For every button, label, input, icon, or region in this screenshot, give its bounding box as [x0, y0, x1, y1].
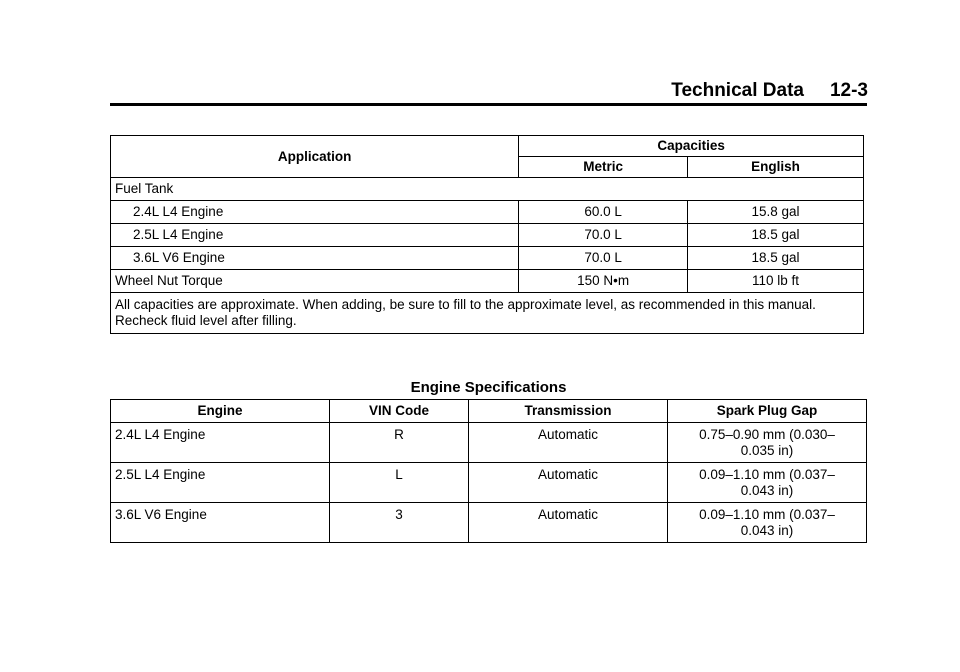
table-row [111, 503, 867, 543]
page-header [671, 80, 868, 102]
table-row [111, 270, 864, 293]
col-application-header: Application [111, 136, 519, 178]
col-vin-header: VIN Code [330, 400, 469, 423]
metric-cell: 150 N•m [519, 270, 688, 293]
gap-line: 0.043 in) [740, 483, 794, 498]
gap-line: 0.09–1.10 mm (0.037– [699, 467, 835, 482]
col-metric-header: Metric [519, 157, 688, 178]
vin-cell: L [330, 463, 469, 503]
engine-cell: 2.4L L4 Engine [111, 201, 519, 224]
col-engine-header: Engine [111, 400, 330, 423]
page-number: 12-3 [829, 80, 868, 101]
metric-cell: 70.0 L [519, 247, 688, 270]
metric-cell: 70.0 L [519, 224, 688, 247]
gap-line: 0.75–0.90 mm (0.030– [699, 427, 835, 442]
table-row [111, 293, 864, 334]
table-row [111, 247, 864, 270]
col-transmission-header: Transmission [469, 400, 668, 423]
capacities-note: All capacities are approximate. When adding, be sure to fill to the approximate level, as recommended in this manual. Recheck fluid level after filling. [111, 293, 864, 334]
gap-cell [668, 423, 867, 463]
english-cell: 15.8 gal [688, 201, 864, 224]
gap-line: 0.043 in) [740, 523, 794, 538]
wheel-nut-label: Wheel Nut Torque [111, 270, 519, 293]
capacities-table [110, 135, 864, 334]
engine-specs-table [110, 399, 867, 543]
vin-cell: 3 [330, 503, 469, 543]
gap-cell [668, 503, 867, 543]
english-cell: 110 lb ft [688, 270, 864, 293]
engine-cell: 2.5L L4 Engine [111, 224, 519, 247]
table-row [111, 201, 864, 224]
transmission-cell: Automatic [469, 503, 668, 543]
col-gap-header: Spark Plug Gap [668, 400, 867, 423]
table-row [111, 423, 867, 463]
engine-specs-title: Engine Specifications [410, 379, 567, 396]
engine-cell: 2.4L L4 Engine [111, 423, 330, 463]
gap-cell [668, 463, 867, 503]
fuel-tank-label: Fuel Tank [111, 178, 864, 201]
table-row [111, 178, 864, 201]
header-rule [110, 103, 867, 106]
section-title: Technical Data [671, 80, 804, 101]
table-row [111, 463, 867, 503]
metric-cell: 60.0 L [519, 201, 688, 224]
col-english-header: English [688, 157, 864, 178]
table-row [111, 224, 864, 247]
transmission-cell: Automatic [469, 423, 668, 463]
engine-cell: 2.5L L4 Engine [111, 463, 330, 503]
transmission-cell: Automatic [469, 463, 668, 503]
col-capacities-header: Capacities [519, 136, 864, 157]
english-cell: 18.5 gal [688, 224, 864, 247]
english-cell: 18.5 gal [688, 247, 864, 270]
gap-line: 0.035 in) [740, 443, 794, 458]
vin-cell: R [330, 423, 469, 463]
engine-cell: 3.6L V6 Engine [111, 503, 330, 543]
gap-line: 0.09–1.10 mm (0.037– [699, 507, 835, 522]
engine-cell: 3.6L V6 Engine [111, 247, 519, 270]
